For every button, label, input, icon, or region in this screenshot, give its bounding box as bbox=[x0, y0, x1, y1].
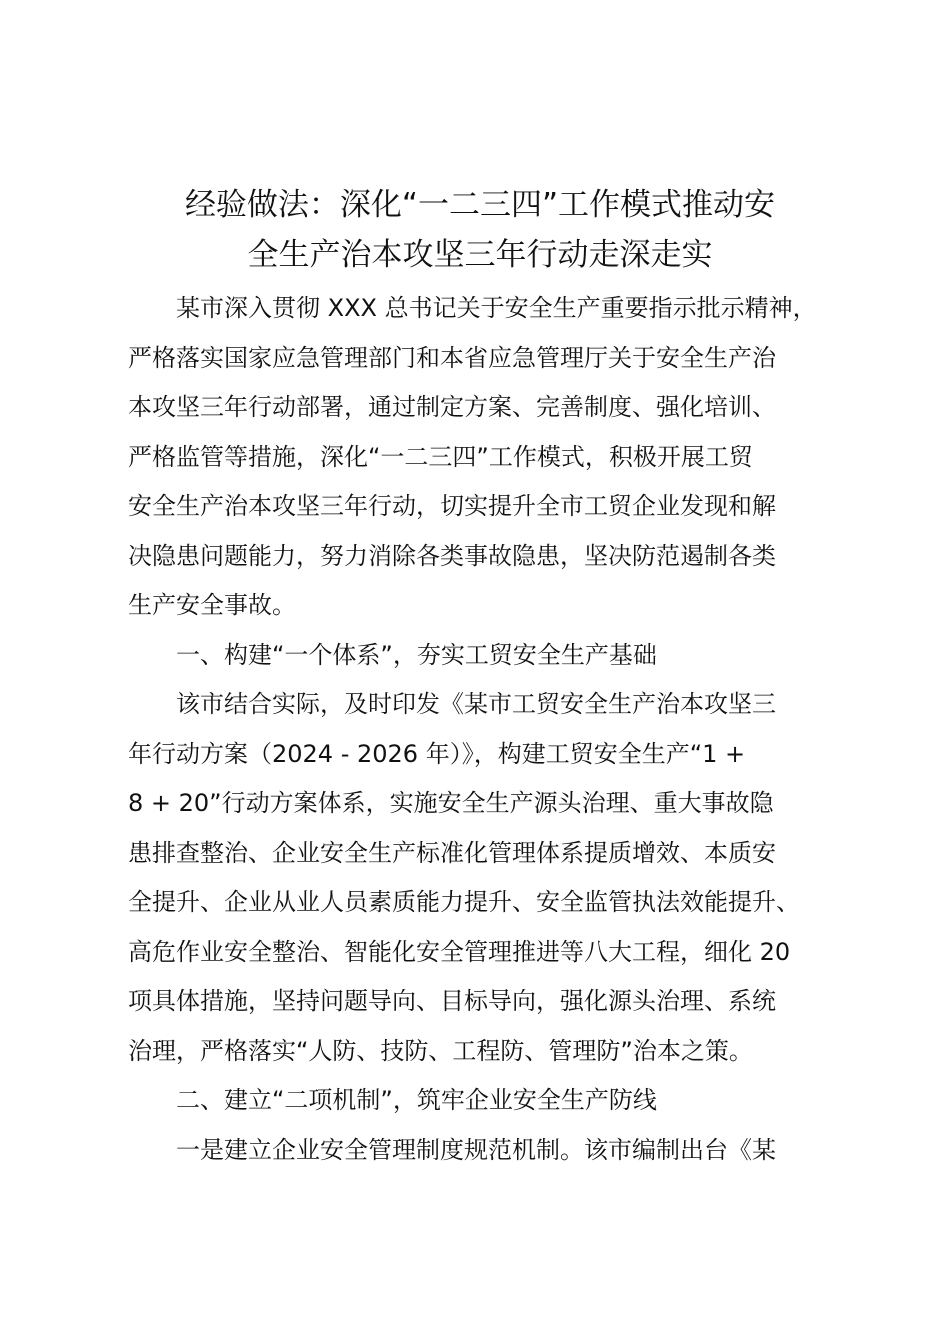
document-title bbox=[110, 180, 850, 280]
body-text-line: 一、构建“一个体系”，夯实工贸安全生产基础 bbox=[176, 640, 657, 669]
body-text-line: 某市深入贯彻 XXX 总书记关于安全生产重要指示批示精神， bbox=[176, 294, 817, 322]
body-text-line: 高危作业安全整治、智能化安全管理推进等八大工程，细化 20 bbox=[128, 937, 791, 966]
body-text-line: 项具体措施，坚持问题导向、目标导向，强化源头治理、系统 bbox=[128, 987, 776, 1015]
body-text-line: 年行动方案（2024 - 2026 年）》，构建工贸安全生产“1 + bbox=[128, 739, 746, 768]
body-text-line: 生产安全事故。 bbox=[128, 591, 296, 619]
body-text-line: 安全生产治本攻坚三年行动，切实提升全市工贸企业发现和解 bbox=[128, 492, 776, 520]
body-text-line: 8 + 20”行动方案体系，实施安全生产源头治理、重大事故隐 bbox=[128, 789, 774, 817]
document-body bbox=[128, 284, 838, 1175]
body-text-line: 二、建立“二项机制”，筑牢企业安全生产防线 bbox=[176, 1086, 657, 1114]
body-text-line: 一是建立企业安全管理制度规范机制。该市编制出台《某 bbox=[176, 1135, 776, 1164]
body-text-line: 决隐患问题能力，努力消除各类事故隐患，坚决防范遏制各类 bbox=[128, 541, 776, 570]
body-text-line: 全提升、企业从业人员素质能力提升、安全监管执法效能提升、 bbox=[128, 888, 800, 916]
body-text-line: 严格落实国家应急管理部门和本省应急管理厅关于安全生产治 bbox=[128, 343, 776, 372]
body-text-line: 治理，严格落实“人防、技防、工程防、管理防”治本之策。 bbox=[128, 1036, 753, 1065]
body-text-line: 患排查整治、企业安全生产标准化管理体系提质增效、本质安 bbox=[128, 838, 776, 867]
body-text-line: 本攻坚三年行动部署，通过制定方案、完善制度、强化培训、 bbox=[128, 393, 776, 421]
title-line-1: 经验做法：深化“一二三四”工作模式推动安 bbox=[184, 187, 776, 223]
body-text-line: 该市结合实际，及时印发《某市工贸安全生产治本攻坚三 bbox=[176, 690, 776, 718]
title-line-2: 全生产治本攻坚三年行动走深走实 bbox=[247, 237, 713, 273]
body-text-line: 严格监管等措施，深化“一二三四”工作模式，积极开展工贸 bbox=[128, 442, 753, 471]
